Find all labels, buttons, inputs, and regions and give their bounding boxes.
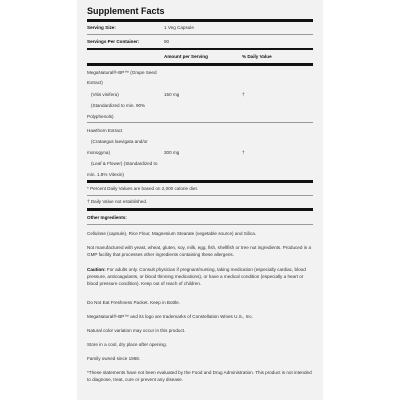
row-divider (87, 224, 313, 225)
supplement-label (77, 0, 323, 400)
footnote-percent: * Percent Daily Values are based on 2,000 calorie diet. (87, 186, 198, 191)
storage-instructions: Store in a cool, dry place after opening. (87, 342, 167, 347)
daily-value-column-header: % Daily Value (242, 54, 272, 59)
ingredient-2-line-5: min. 1.8% Vitexin) (87, 172, 124, 177)
servings-value: 90 (164, 39, 170, 44)
family-owned-note: Family owned since 1968. (87, 356, 141, 361)
ingredient-2-daily-value: † (242, 150, 245, 155)
ingredient-1-daily-value: † (242, 92, 245, 97)
ingredient-1-line-2: Extract) (87, 80, 103, 85)
other-ingredients-list: Cellulose (capsule), Rice Flour, Magnesium Stearate (vegetable source) and Silica. (87, 231, 257, 236)
row-divider (87, 34, 313, 35)
ingredient-1-line-4: (Standardized to min. 90% (91, 103, 146, 108)
facts-title: Supplement Facts (87, 6, 165, 16)
servings-label: Servings Per Container: (87, 39, 140, 44)
row-divider (87, 195, 313, 196)
fda-disclaimer: *These statements have not been evaluated by the Food and Drug Administration. This product is not intended to diagnose, treat, cure or prevent any disease. (87, 370, 312, 382)
ingredient-2-line-3: monogyna) (87, 150, 110, 155)
packet-warning: Do Not Eat Freshness Packet. Keep in Bottle. (87, 300, 180, 305)
serving-size-value: 1 Veg Capsule (164, 25, 194, 30)
ingredient-2-amount: 300 mg (164, 150, 180, 155)
other-ingredients-heading: Other Ingredients: (87, 215, 127, 220)
title-divider (87, 19, 313, 22)
footnote-not-established: † Daily Value not established. (87, 199, 148, 204)
facts-bottom-divider (87, 180, 313, 183)
header-divider (87, 48, 313, 50)
caution-statement (87, 266, 313, 287)
row-divider (87, 122, 313, 123)
allergen-statement: Not manufactured with yeast, wheat, gluten, soy, milk, egg, fish, shellfish or tree nut ingredients. Produced in a GMP facility that processes other ingredients containing these allergens. (87, 245, 312, 257)
color-variation-note: Natural color variation may occur in this product. (87, 328, 186, 333)
ingredient-2-line-1: Hawthorn Extract (87, 128, 123, 133)
ingredient-1-line-1: MegaNatural®-BP™ (Grape Seed (87, 70, 157, 75)
ingredient-1-line-3: (Vitis vinifera) (91, 92, 119, 97)
ingredient-2-line-2: (Crataegus laevigata and/or (91, 139, 148, 144)
caution-label: Caution: (87, 267, 106, 272)
caution-text: For adults only. Consult physician if pregnant/nursing, taking medication (especially cardiac, blood pressure, anticoagulants, or blood thinning medications), or have a medical condition (especially a heart or blood pressure condition). Keep out of reach of children. (87, 267, 306, 286)
ingredient-2-line-4: (Leaf & Flower) (Standardized to (91, 161, 158, 166)
serving-size-label: Serving Size: (87, 25, 116, 30)
section-divider (87, 208, 313, 211)
ingredient-1-amount: 150 mg (164, 92, 180, 97)
amount-column-header: Amount per Serving (164, 54, 208, 59)
trademark-notice: MegaNatural®-BP™ and its logo are trademarks of Constellation Wines U.S., Inc. (87, 314, 254, 319)
ingredient-1-line-5: Polyphenols) (87, 114, 114, 119)
column-divider (87, 63, 313, 66)
